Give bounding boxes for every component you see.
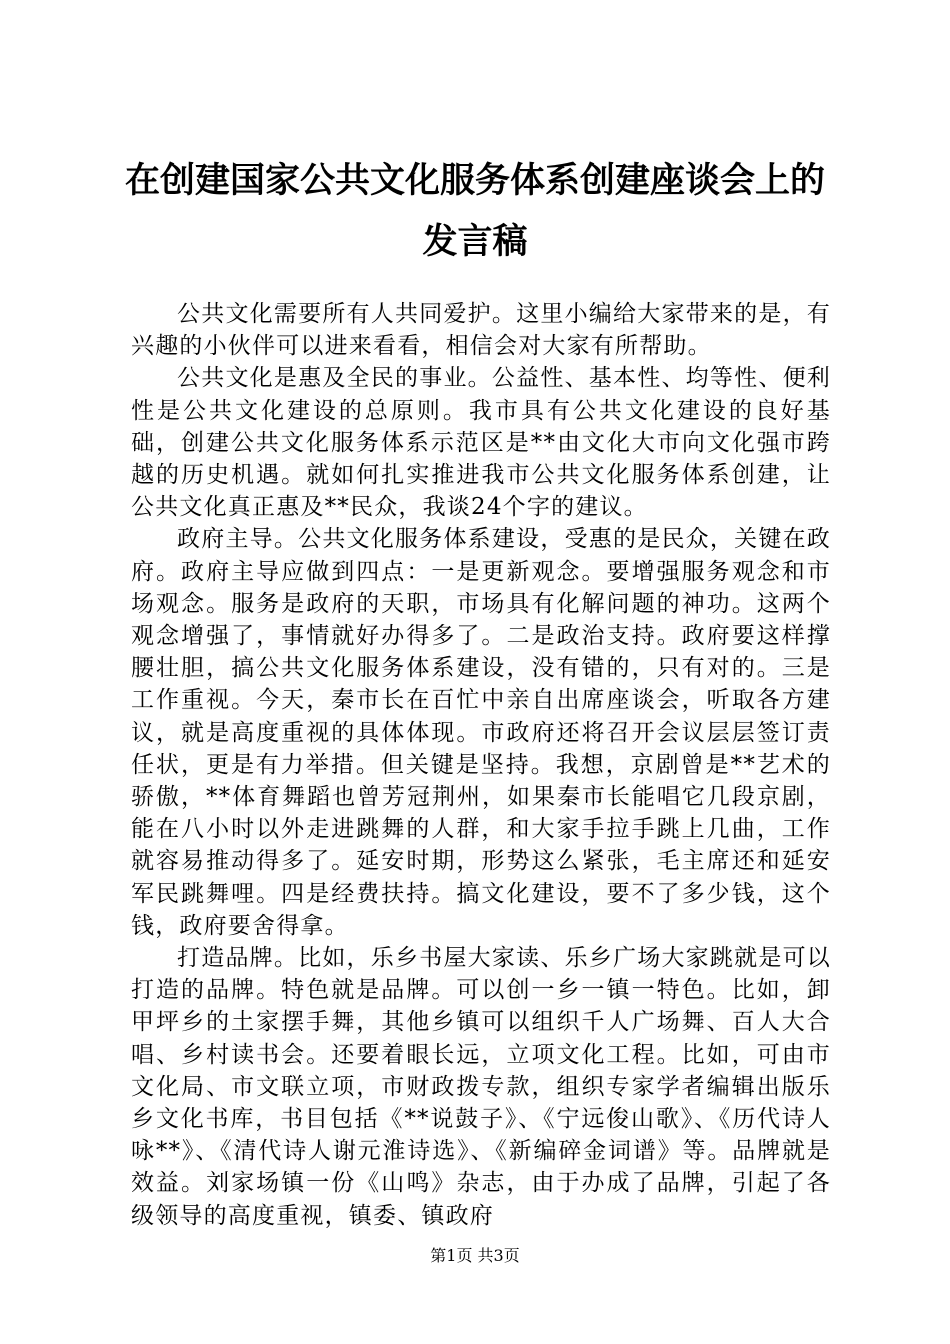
body-paragraph-government-led: 政府主导。公共文化服务体系建设，受惠的是民众，关键在政府。政府主导应做到四点：一是更新观念。要增强服务观念和市场观念。服务是政府的天职，市场具有化解问题的神功。这两个观念增强了，事情就好办得多了。二是政治支持。政府要这样撑腰壮胆，搞公共文化服务体系建设，没有错的，只有对的。三是工作重视。今天，秦市长在百忙中亲自出席座谈会，听取各方建议，就是高度重视的具体体现。市政府还将召开会议层层签订责任状，更是有力举措。但关键是坚持。我想，京剧曾是**艺术的骄傲，**体育舞蹈也曾芳冠荆州，如果秦市长能唱它几段京剧，能在八小时以外走进跳舞的人群，和大家手拉手跳上几曲，工作就容易推动得多了。延安时期，形势这么紧张，毛主席还和延安军民跳舞哩。四是经费扶持。搞文化建设，要不了多少钱，这个钱，政府要舍得拿。 <box>131 526 831 939</box>
document-title-line-2: 发言稿 <box>422 221 528 262</box>
document-title-line-1: 在创建国家公共文化服务体系创建座谈会上的 <box>124 160 825 201</box>
body-paragraph-build-brand: 打造品牌。比如，乐乡书屋大家读、乐乡广场大家跳就是可以打造的品牌。特色就是品牌。可以创一乡一镇一特色。比如，卸甲坪乡的土家摆手舞，其他乡镇可以组织千人广场舞、百人大合唱、乡村读书会。还要着眼长远，立项文化工程。比如，可由市文化局、市文联立项，市财政拨专款，组织专家学者编辑出版乐乡文化书库，书目包括《**说鼓子》、《宁远俊山歌》、《历代诗人咏**》、《清代诗人谢元淮诗选》、《新编碎金词谱》等。品牌就是效益。刘家场镇一份《山鸣》杂志，由于办成了品牌，引起了各级领导的高度重视，镇委、镇政府 <box>131 945 831 1229</box>
body-paragraph-principles: 公共文化是惠及全民的事业。公益性、基本性、均等性、便利性是公共文化建设的总原则。我市具有公共文化建设的良好基础，创建公共文化服务体系示范区是**由文化大市向文化强市跨越的历史机遇。就如何扎实推进我市公共文化服务体系创建，让公共文化真正惠及**民众，我谈24个字的建议。 <box>131 365 831 521</box>
document-body <box>131 298 831 1232</box>
page-footer: 第1页 共3页 <box>430 1246 520 1265</box>
body-paragraph-intro: 公共文化需要所有人共同爱护。这里小编给大家带来的是，有兴趣的小伙伴可以进来看看，相信会对大家有所帮助。 <box>131 301 831 360</box>
